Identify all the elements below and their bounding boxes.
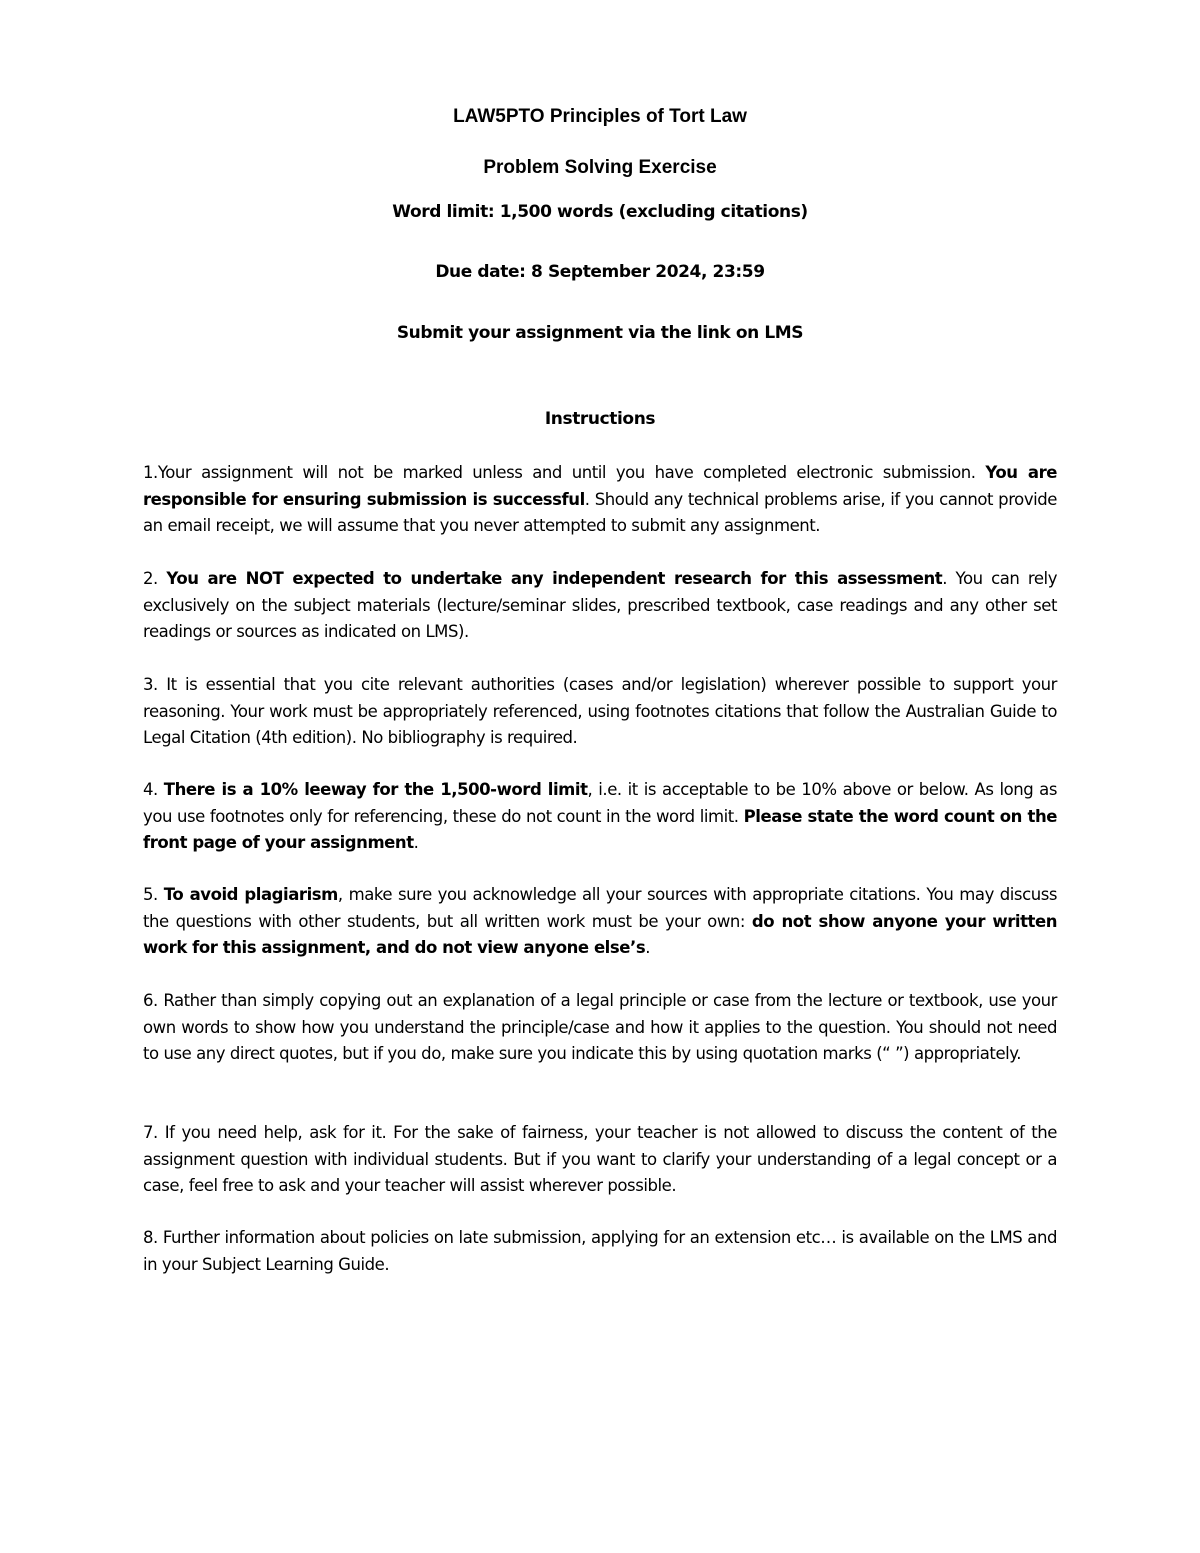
instruction-item-3 <box>143 672 1057 752</box>
item-text: , make sure you acknowledge all your sources with appropriate citations. You may discuss the questions with other students, but all written work must be your own: <box>143 885 1057 931</box>
item-emphasis: You are responsible for ensuring submission is successful <box>143 463 1057 509</box>
instruction-item-5 <box>143 882 1057 962</box>
item-text: . Should any technical problems arise, if you cannot provide an email receipt, we will assume that you never attempted to submit any assignment. <box>143 489 1058 535</box>
item-emphasis: There is a 10% leeway for the 1,500-word limit <box>163 780 588 799</box>
item-text: . <box>413 833 419 852</box>
word-limit: Word limit: 1,500 words (excluding citations) <box>392 202 808 222</box>
item-number: 1. <box>143 463 158 482</box>
instruction-item-2 <box>143 566 1057 646</box>
item-text: If you need help, ask for it. For the sake of fairness, your teacher is not allowed to discuss the content of the assignment question with individual students. But if you want to clarify your understanding of a legal concept or a case, feel free to ask and your teacher will assist wherever possible. <box>143 1123 1058 1195</box>
item-number: 3. <box>143 675 158 694</box>
item-text: Your assignment will not be marked unless and until you have completed electronic submission. <box>157 463 986 482</box>
due-date: Due date: 8 September 2024, 23:59 <box>435 262 765 282</box>
item-number: 2. <box>143 569 158 588</box>
item-text: . You can rely exclusively on the subject materials (lecture/seminar slides, prescribed textbook, case readings and any other set readings or sources as indicated on LMS). <box>143 569 1058 641</box>
item-text: Rather than simply copying out an explanation of a legal principle or case from the lecture or textbook, use your own words to show how you understand the principle/case and how it applies to the question. You should not need to use any direct quotes, but if you do, make sure you indicate this by using quotation marks (“ ”) appropriately. <box>143 991 1058 1063</box>
instruction-item-6 <box>143 988 1057 1068</box>
item-text: . <box>645 938 650 957</box>
course-title: LAW5PTO Principles of Tort Law <box>453 106 747 127</box>
item-emphasis: To avoid plagiarism <box>163 885 338 904</box>
item-emphasis: Please state the word count on the front page of your assignment <box>143 806 1057 852</box>
instruction-item-4 <box>143 777 1057 857</box>
item-text: It is essential that you cite relevant authorities (cases and/or legislation) wherever possible to support your reasoning. Your work must be appropriately referenced, using footnotes citations that follow the Australian Guide to Legal Citation (4th edition). No bibliography is required. <box>143 675 1058 747</box>
item-number: 7. <box>143 1123 158 1142</box>
item-number: 5. <box>143 885 158 904</box>
item-emphasis: You are NOT expected to undertake any independent research for this assessment <box>166 569 943 588</box>
item-number: 4. <box>143 780 158 799</box>
instruction-item-1 <box>143 460 1057 540</box>
item-emphasis: do not show anyone your written work for this assignment, and do not view anyone else’s <box>143 911 1058 957</box>
instructions-heading: Instructions <box>544 409 656 429</box>
instruction-item-7 <box>143 1120 1057 1200</box>
item-text: , i.e. it is acceptable to be 10% above or below. As long as you use footnotes only for referencing, these do not count in the word limit. <box>143 780 1057 826</box>
item-number: 6. <box>143 991 158 1010</box>
item-text: Further information about policies on late submission, applying for an extension etc… is available on the LMS and in your Subject Learning Guide. <box>143 1228 1057 1274</box>
exercise-title: Problem Solving Exercise <box>483 157 717 178</box>
item-number: 8. <box>143 1228 158 1247</box>
instruction-item-8 <box>143 1225 1057 1278</box>
submit-note: Submit your assignment via the link on LMS <box>396 323 804 343</box>
